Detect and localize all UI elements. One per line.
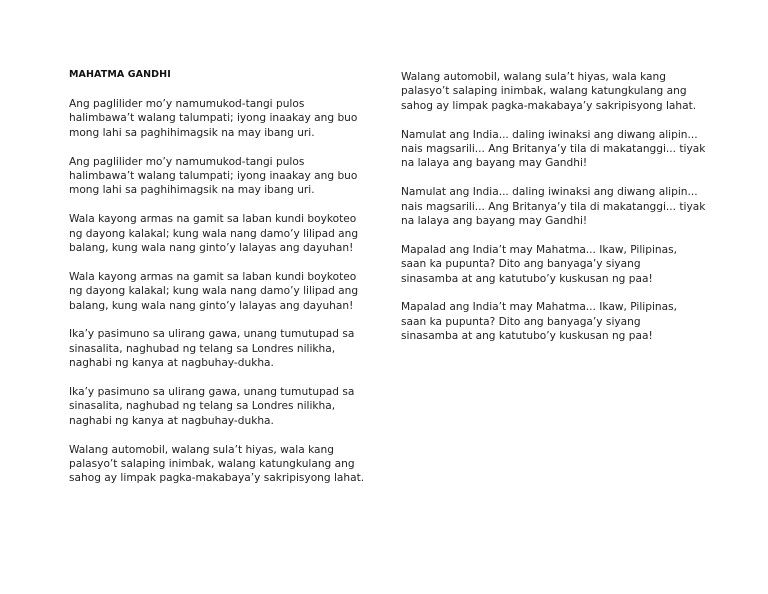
stanza-line: sinasalita, naghubad ng telang sa Londres nilikha, xyxy=(69,400,336,413)
stanza-line: Namulat ang India... daling iwinaksi ang diwang alipin... xyxy=(401,128,698,141)
stanza xyxy=(401,128,706,171)
stanza-line: halimbawa’t walang talumpati; iyong inaakay ang buo xyxy=(69,112,358,125)
stanza xyxy=(69,97,369,140)
stanza xyxy=(69,212,369,255)
stanza xyxy=(69,155,369,198)
poem-title: MAHATMA GANDHI xyxy=(69,69,171,80)
stanza-line: Mapalad ang India’t may Mahatma... Ikaw, Pilipinas, xyxy=(401,301,677,314)
right-column xyxy=(401,70,706,358)
stanza-line: Ika’y pasimuno sa ulirang gawa, unang tumutupad sa xyxy=(69,328,355,341)
stanza-line: Ang paglilider mo’y namumukod-tangi pulos xyxy=(69,98,305,110)
stanza-line: sinasalita, naghubad ng telang sa Londres nilikha, xyxy=(69,342,336,355)
stanza xyxy=(401,185,706,228)
stanza-line: na lalaya ang bayang may Gandhi! xyxy=(401,157,588,170)
stanza-line: na lalaya ang bayang may Gandhi! xyxy=(401,215,588,228)
stanza xyxy=(69,270,369,313)
stanza-line: sahog ay limpak pagka-makabaya’y sakripisyong lahat. xyxy=(69,472,365,485)
stanza-line: Walang automobil, walang sula’t hiyas, wala kang xyxy=(401,71,666,83)
stanza-line: Namulat ang India... daling iwinaksi ang diwang alipin... xyxy=(401,186,698,199)
stanza-line: palasyo’t salaping inimbak, walang katungkulang ang xyxy=(401,85,687,98)
stanza-line: balang, kung wala nang ginto’y lalayas ang dayuhan! xyxy=(69,242,354,255)
stanza xyxy=(69,327,369,370)
stanza-line: sahog ay limpak pagka-makabaya’y sakripisyong lahat. xyxy=(401,99,697,112)
stanza xyxy=(69,385,369,428)
stanza-line: naghabi ng kanya at nagbuhay-dukha. xyxy=(69,414,274,427)
stanza xyxy=(401,300,701,343)
stanza-line: saan ka pupunta? Dito ang banyaga’y siyang xyxy=(401,258,641,271)
stanza-line: palasyo’t salaping inimbak, walang katungkulang ang xyxy=(69,458,355,471)
stanza-line: Mapalad ang India’t may Mahatma... Ikaw, Pilipinas, xyxy=(401,243,677,256)
stanza xyxy=(69,443,369,486)
stanza-line: balang, kung wala nang ginto’y lalayas ang dayuhan! xyxy=(69,299,354,312)
stanza-line: Wala kayong armas na gamit sa laban kundi boykoteo xyxy=(69,270,357,283)
stanza-line: naghabi ng kanya at nagbuhay-dukha. xyxy=(69,357,274,370)
stanza-line: halimbawa’t walang talumpati; iyong inaakay ang buo xyxy=(69,170,358,183)
stanza-line: sinasamba at ang katutubo’y kuskusan ng paa! xyxy=(401,330,653,343)
stanza xyxy=(401,70,701,113)
stanza-line: Wala kayong armas na gamit sa laban kundi boykoteo xyxy=(69,213,357,226)
stanza-line: Ang paglilider mo’y namumukod-tangi pulos xyxy=(69,155,305,168)
stanza xyxy=(401,243,701,286)
stanza-line: ng dayong kalakal; kung wala nang damo’y lilipad ang xyxy=(69,285,359,298)
stanza-line: nais magsarili... Ang Britanya’y tila di makatanggi... tiyak xyxy=(401,143,706,156)
stanza-line: nais magsarili... Ang Britanya’y tila di makatanggi... tiyak xyxy=(401,200,706,213)
stanza-line: mong lahi sa paghihimagsik na may ibang uri. xyxy=(69,126,315,139)
stanza-line: Walang automobil, walang sula’t hiyas, wala kang xyxy=(69,443,334,456)
stanza-line: mong lahi sa paghihimagsik na may ibang uri. xyxy=(69,184,315,197)
stanza-line: sinasamba at ang katutubo’y kuskusan ng paa! xyxy=(401,272,653,285)
left-stanzas xyxy=(69,97,369,486)
stanza-line: saan ka pupunta? Dito ang banyaga’y siyang xyxy=(401,315,641,328)
right-stanzas xyxy=(401,70,706,344)
left-column xyxy=(69,69,369,500)
stanza-line: ng dayong kalakal; kung wala nang damo’y lilipad ang xyxy=(69,227,359,240)
stanza-line: Ika’y pasimuno sa ulirang gawa, unang tumutupad sa xyxy=(69,386,355,399)
